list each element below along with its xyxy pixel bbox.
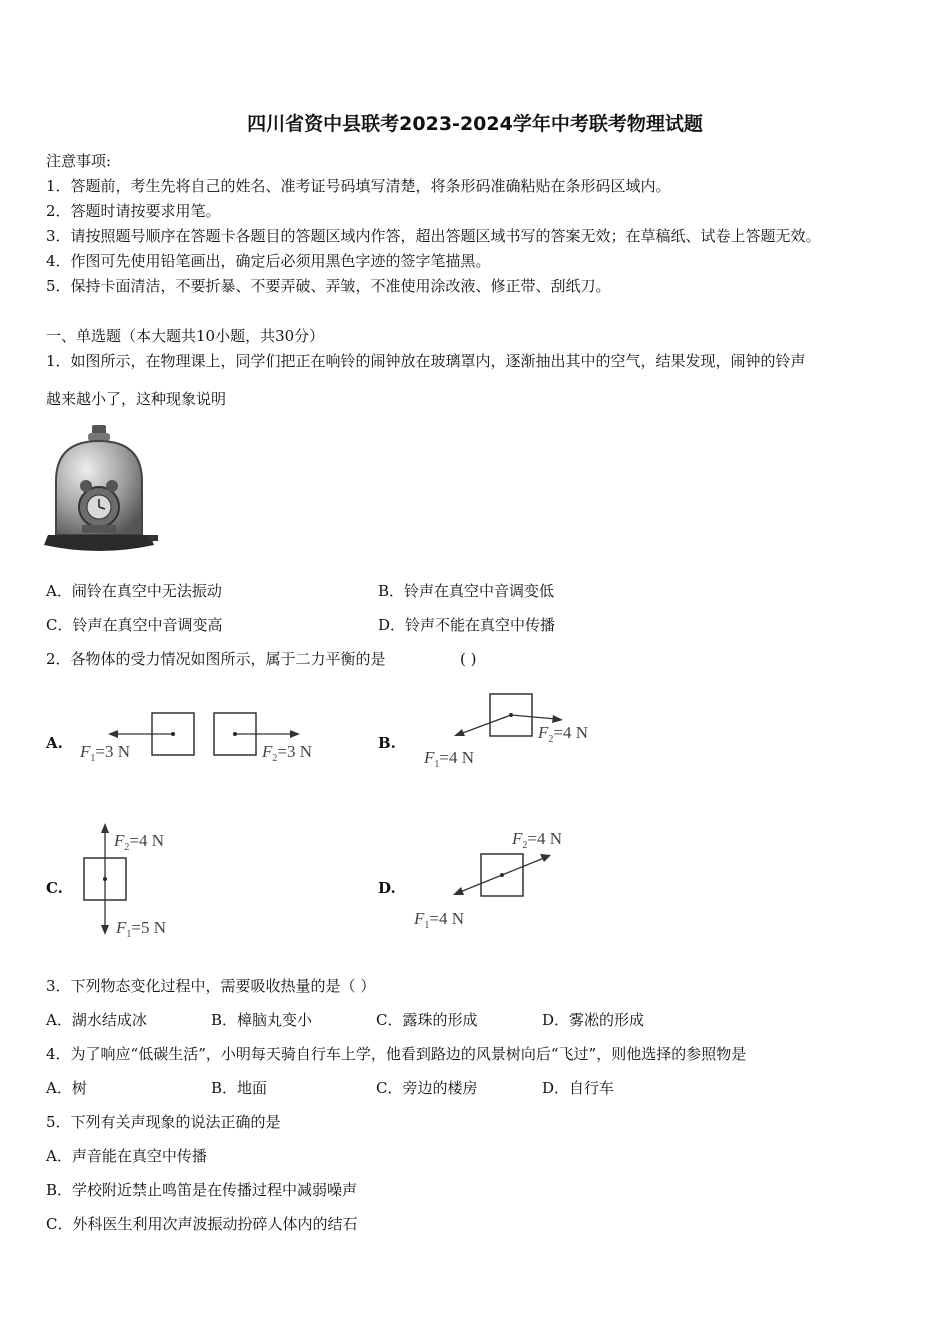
q3-option-a: A．湖水结成冰 <box>46 1011 147 1029</box>
q2-answer-paren: ( ) <box>460 650 477 668</box>
q1-option-b: B．铃声在真空中音调变低 <box>378 582 555 600</box>
q1-option-d: D．铃声不能在真空中传播 <box>378 616 556 634</box>
q5-option-c: C．外科医生利用次声波振动扮碎人体内的结石 <box>46 1215 358 1233</box>
force-diagram-d <box>408 822 608 934</box>
bell-jar-illustration <box>44 423 160 563</box>
page-title: 四川省资中县联考2023-2024学年中考联考物理试题 <box>247 113 703 135</box>
force-label-f1: $F_1=3$ N <box>80 742 131 764</box>
q4-option-d: D．自行车 <box>542 1079 615 1097</box>
notice-item: 3．请按照题号顺序在答题卡各题目的答题区域内作答，超出答题区域书写的答案无效；在草稿纸、试卷上答题无效。 <box>46 227 821 245</box>
q3-stem: 3．下列物态变化过程中，需要吸收热量的是（ ） <box>46 977 376 995</box>
q3-option-b: B．樟脑丸变小 <box>211 1011 313 1029</box>
force-diagram-c <box>80 818 200 943</box>
q4-option-b: B．地面 <box>211 1079 268 1097</box>
force-label-f1: $F_1=4$ N <box>414 909 465 931</box>
notice-item: 2．答题时请按要求用笔。 <box>46 202 221 220</box>
force-diagram-b <box>418 688 618 778</box>
q4-option-a: A．树 <box>46 1079 87 1097</box>
q5-option-a: A．声音能在真空中传播 <box>46 1147 207 1165</box>
q1-option-c: C．铃声在真空中音调变高 <box>46 616 223 634</box>
q1-stem-cont: 越来越小了，这种现象说明 <box>46 390 227 408</box>
q5-stem: 5．下列有关声现象的说法正确的是 <box>46 1113 281 1131</box>
force-label-f1: $F_1=5$ N <box>116 918 167 940</box>
force-label-f2: $F_2=4$ N <box>538 723 589 745</box>
force-label-f2: $F_2=4$ N <box>114 831 165 853</box>
q3-option-d: D．雾凇的形成 <box>542 1011 645 1029</box>
q2-label-b: B. <box>378 734 396 752</box>
section-heading: 一、单选题（本大题共10小题，共30分） <box>46 327 325 345</box>
q4-option-c: C．旁边的楼房 <box>376 1079 478 1097</box>
notice-item: 1．答题前，考生先将自己的姓名、准考证号码填写清楚，将条形码准确粘贴在条形码区域内。 <box>46 177 671 195</box>
notice-item: 5．保持卡面清洁，不要折暴、不要弄破、弄皱，不准使用涂改液、修正带、刮纸刀。 <box>46 277 611 295</box>
q2-label-d: D. <box>378 879 396 897</box>
q3-option-c: C．露珠的形成 <box>376 1011 478 1029</box>
force-diagram-a <box>70 700 340 780</box>
q5-option-b: B．学校附近禁止鸣笛是在传播过程中减弱噪声 <box>46 1181 358 1199</box>
q2-label-a: A. <box>46 734 63 752</box>
force-label-f2: $F_2=4$ N <box>512 829 563 851</box>
force-label-f1: $F_1=4$ N <box>424 748 475 770</box>
q2-label-c: C. <box>46 879 63 897</box>
q4-stem: 4．为了响应“低碳生活”，小明每天骑自行车上学，他看到路边的风景树向后“飞过”，则他选择的参照物是 <box>46 1045 747 1063</box>
q1-stem: 1．如图所示，在物理课上，同学们把正在响铃的闹钟放在玻璃罩内，逐渐抽出其中的空气，结果发现，闹钟的铃声 <box>46 352 806 370</box>
q2-stem: 2．各物体的受力情况如图所示，属于二力平衡的是 <box>46 650 386 668</box>
force-label-f2: $F_2=3$ N <box>262 742 313 764</box>
notice-item: 4．作图可先使用铅笔画出，确定后必须用黑色字迹的签字笔描黑。 <box>46 252 491 270</box>
notice-heading: 注意事项: <box>46 152 112 170</box>
q1-option-a: A．闹铃在真空中无法振动 <box>46 582 222 600</box>
